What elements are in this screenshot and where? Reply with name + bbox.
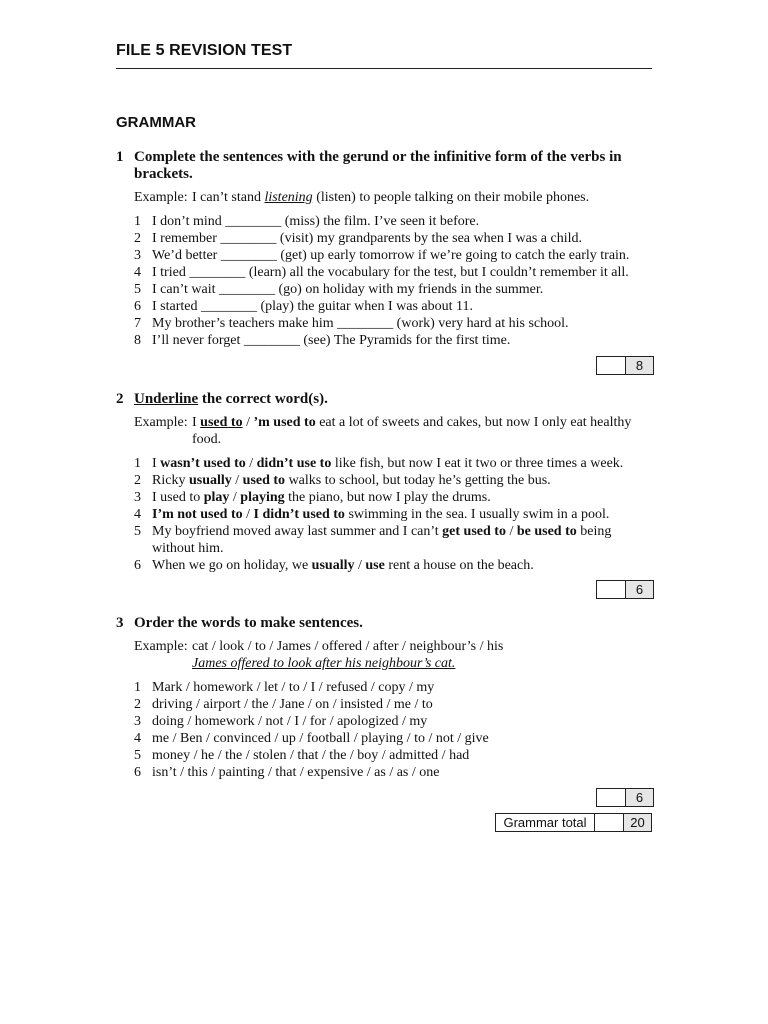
list-item: 4 I’m not used to / I didn’t used to swimming in the sea. I usually swim in a pool.: [134, 507, 610, 522]
list-item: 3 I used to play / playing the piano, but now I play the drums.: [134, 490, 491, 505]
example-words: cat / look / to / James / offered / after / neighbour’s / his: [192, 639, 504, 654]
word-option[interactable]: I’m not used to: [152, 507, 243, 522]
list-item: 6 When we go on holiday, we usually / use rent a house on the beach.: [134, 558, 534, 573]
exercise-1-example: [134, 189, 656, 206]
word-option[interactable]: playing: [240, 490, 285, 505]
exercise-1: [116, 149, 656, 349]
exercise-2-instruction: the correct word(s).: [198, 391, 328, 407]
exercise-2-title: [116, 391, 656, 408]
exercise-2-list: [134, 455, 656, 574]
grammar-total-box: [495, 813, 652, 832]
score-input[interactable]: [597, 581, 626, 598]
example-text-end: (listen) to people talking on their mobile phones.: [312, 190, 590, 205]
list-item: 8 I’ll never forget ________ (see) The Pyramids for the first time.: [134, 333, 511, 348]
score-max: 8: [626, 357, 653, 374]
list-item: 1 I wasn’t used to / didn’t use to like fish, but now I eat it two or three times a week.: [134, 456, 624, 471]
example-answer: listening: [264, 190, 313, 205]
exercise-1-instruction: Complete the sentences with the gerund or the infinitive form of the verbs in brackets.: [134, 149, 622, 182]
list-item: 3 We’d better ________ (get) up early tomorrow if we’re going to catch the early train.: [134, 248, 630, 263]
exercise-3-number: 3: [116, 615, 124, 631]
score-box-1: [596, 356, 654, 375]
list-item: 2 I remember ________ (visit) my grandparents by the sea when I was a child.: [134, 231, 582, 246]
score-input[interactable]: [597, 357, 626, 374]
exercise-1-list: [134, 213, 656, 349]
exercise-3-title: [116, 615, 656, 632]
score-box-2: [596, 580, 654, 599]
exercise-2-number: 2: [116, 391, 124, 407]
word-option[interactable]: be used to: [516, 524, 577, 539]
list-item: 4 me / Ben / convinced / up / football / playing / to / not / give: [134, 731, 489, 746]
exercise-2-example: Example: I used to / ’m used to eat a lot of sweets and cakes, but now I only eat healthy food.: [134, 415, 632, 447]
word-option[interactable]: wasn’t used to: [160, 456, 246, 471]
example-option: ’m used to: [253, 415, 316, 430]
score-max: 6: [626, 581, 653, 598]
word-option[interactable]: use: [365, 558, 385, 573]
list-item: 5 My boyfriend moved away last summer and I can’t get used to / be used to being without him.: [134, 524, 612, 556]
word-option[interactable]: I didn’t used to: [253, 507, 345, 522]
example-answer: used to: [200, 415, 243, 430]
exercise-1-title: [116, 149, 656, 183]
list-item: 1 I don’t mind ________ (miss) the film. I’ve seen it before.: [134, 214, 480, 229]
page-title: FILE 5 REVISION TEST: [116, 42, 293, 59]
example-label: Example:: [134, 639, 188, 654]
list-item: 6 I started ________ (play) the guitar when I was about 11.: [134, 299, 474, 314]
total-score-input[interactable]: [595, 814, 624, 831]
list-item: 6 isn’t / this / painting / that / expensive / as / as / one: [134, 765, 440, 780]
word-option[interactable]: used to: [242, 473, 286, 488]
word-option[interactable]: usually: [188, 473, 232, 488]
list-item: 2 Ricky usually / used to walks to school, but today he’s getting the bus.: [134, 473, 551, 488]
example-answer: James offered to look after his neighbour’s cat.: [192, 656, 456, 671]
grammar-total-label: Grammar total: [496, 814, 595, 831]
list-item: 5 I can’t wait ________ (go) on holiday with my friends in the summer.: [134, 282, 544, 297]
exercise-2: [116, 391, 656, 574]
example-label: Example:: [134, 190, 188, 205]
score-max: 6: [626, 789, 653, 806]
instruction-underline-word: Underline: [134, 391, 199, 407]
header-rule: [116, 68, 652, 69]
exercise-3-list: [134, 679, 656, 781]
section-title: GRAMMAR: [116, 114, 196, 131]
example-text-start: I can’t stand: [192, 190, 265, 205]
word-option[interactable]: usually: [311, 558, 355, 573]
list-item: 3 doing / homework / not / I / for / apologized / my: [134, 714, 428, 729]
score-box-3: [596, 788, 654, 807]
total-max: 20: [624, 814, 651, 831]
example-label: Example:: [134, 415, 188, 430]
list-item: 4 I tried ________ (learn) all the vocabulary for the test, but I couldn’t remember it all.: [134, 265, 629, 280]
word-option[interactable]: didn’t use to: [256, 456, 332, 471]
word-option[interactable]: play: [203, 490, 230, 505]
word-option[interactable]: get used to: [442, 524, 506, 539]
list-item: 1 Mark / homework / let / to / I / refused / copy / my: [134, 680, 435, 695]
exercise-1-number: 1: [116, 149, 124, 165]
list-item: 2 driving / airport / the / Jane / on / insisted / me / to: [134, 697, 433, 712]
list-item: 7 My brother’s teachers make him ________ (work) very hard at his school.: [134, 316, 569, 331]
score-input[interactable]: [597, 789, 626, 806]
exercise-3-instruction: Order the words to make sentences.: [134, 615, 363, 631]
exercise-3-example: [134, 638, 656, 672]
exercise-3: [116, 615, 656, 781]
list-item: 5 money / he / the / stolen / that / the / boy / admitted / had: [134, 748, 470, 763]
